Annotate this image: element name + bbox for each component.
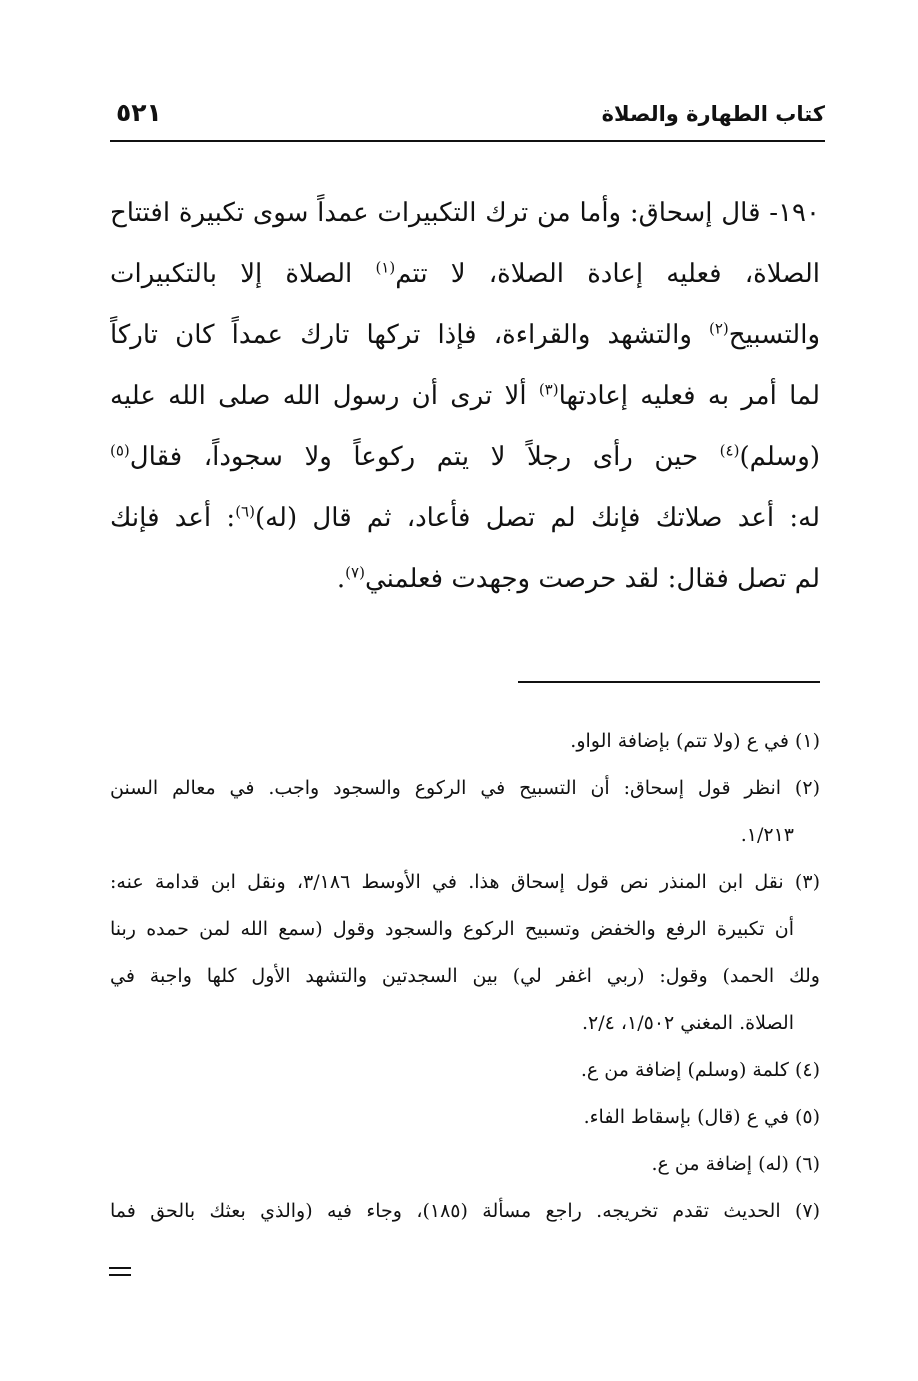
- text-line: له: أعد صلاتك فإنك لم تصل فأعاد، ثم قال (له)$^{(٦)}$: أعد فإنك: [110, 502, 820, 533]
- footnote-2-continued: ١/٢١٣.: [740, 824, 794, 846]
- footnote-3-continued: الصلاة. المغني ١/٥٠٢، ٢/٤.: [581, 1012, 794, 1034]
- footnote-7: (٧) الحديث تقدم تخريجه. راجع مسألة (١٨٥)، وجاء فيه (والذي بعثك بالحق فما: [110, 1200, 820, 1222]
- footnote-ref[interactable]: (٢): [709, 319, 729, 338]
- footnote-ref[interactable]: (٥): [110, 441, 130, 460]
- footnote-3-continued: أن تكبيرة الرفع والخفض وتسبيح الركوع والسجود وقول (سمع الله لمن حمده ربنا: [110, 918, 794, 940]
- footnotes: [110, 718, 820, 1235]
- footnote-ref[interactable]: (٤): [719, 441, 740, 460]
- page-number: ٥٢١: [116, 98, 162, 127]
- footnote-ref[interactable]: (٧): [345, 563, 365, 582]
- footnote-4: (٤) كلمة (وسلم) إضافة من ع.: [580, 1059, 820, 1081]
- footnote-3: (٣) نقل ابن المنذر نص قول إسحاق هذا. في الأوسط ٣/١٨٦، ونقل ابن قدامة عنه:: [110, 871, 820, 893]
- text-line: (وسلم)$^{(٤)}$ حين رأى رجلاً لا يتم ركوعاً ولا سجوداً، فقال$^{(٥)}$: [110, 441, 820, 472]
- footnote-1: (١) في ع (ولا تتم) بإضافة الواو.: [570, 730, 820, 752]
- text-line: الصلاة، فعليه إعادة الصلاة، لا تتم$^{(١)}$ الصلاة إلا بالتكبيرات: [110, 258, 820, 289]
- footnote-6: (٦) (له) إضافة من ع.: [651, 1153, 820, 1175]
- running-header: [110, 98, 825, 142]
- footnote-ref[interactable]: (٣): [538, 380, 559, 399]
- book-title: كتاب الطهارة والصلاة: [601, 102, 825, 126]
- footnote-ref[interactable]: (١): [375, 258, 396, 277]
- footnote-divider: [518, 681, 820, 683]
- footnote-ref[interactable]: (٦): [235, 502, 255, 521]
- footnote-3-continued: ولك الحمد) وقول: (ربي اغفر لي) بين السجدتين والتشهد الأول كلها واجبة في: [110, 965, 820, 987]
- text-line: ١٩٠- قال إسحاق: وأما من ترك التكبيرات عمداً سوى تكبيرة افتتاح: [110, 198, 820, 228]
- text-line: والتسبيح$^{(٢)}$ والتشهد والقراءة، فإذا تركها تارك عمداً كان تاركاً: [110, 319, 820, 350]
- continuation-mark: [109, 1267, 131, 1276]
- footnote-5: (٥) في ع (قال) بإسقاط الفاء.: [583, 1106, 820, 1128]
- text-line: لما أمر به فعليه إعادتها$^{(٣)}$ ألا ترى أن رسول الله صلى الله عليه: [110, 380, 820, 411]
- footnote-2: (٢) انظر قول إسحاق: أن التسبيح في الركوع والسجود واجب. في معالم السنن: [110, 777, 820, 799]
- main-text: [110, 183, 820, 610]
- text-line: لم تصل فقال: لقد حرصت وجهدت فعلمني$^{(٧)}$.: [336, 563, 820, 594]
